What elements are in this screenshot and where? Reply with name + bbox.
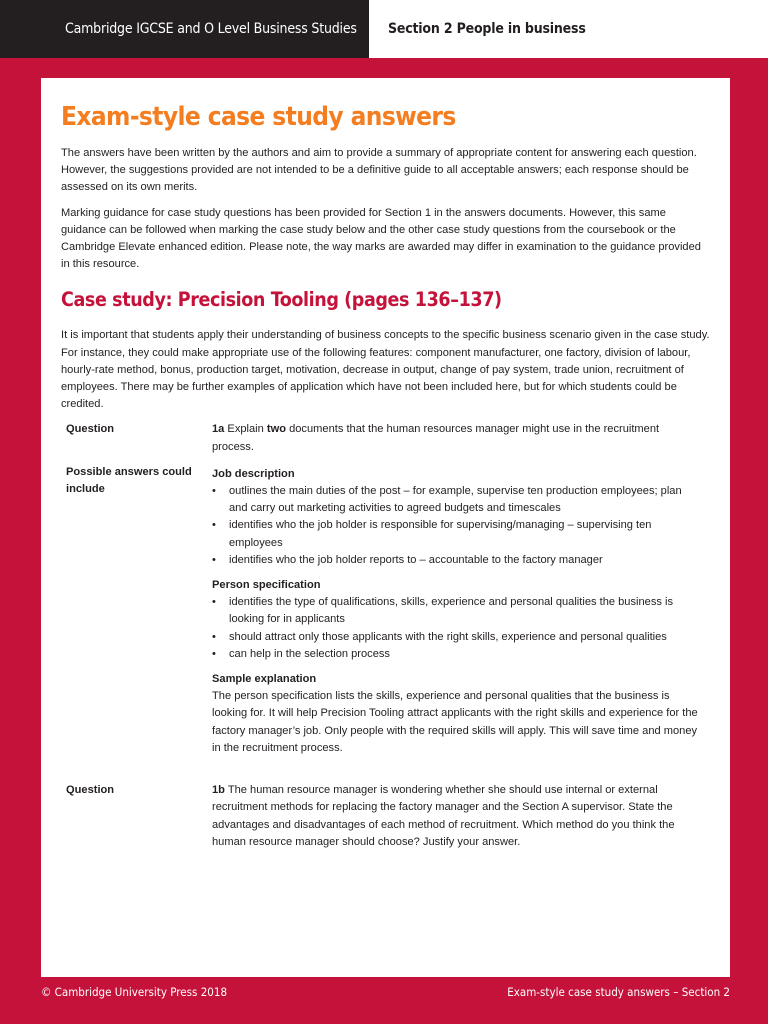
page-header xyxy=(0,0,768,58)
section-title: Section 2 People in business xyxy=(369,0,768,58)
person-specification-list xyxy=(212,594,702,663)
job-description-list xyxy=(212,483,702,569)
page-footer xyxy=(0,977,768,1024)
list-item: • can help in the selection process xyxy=(212,646,702,663)
question-1a-text xyxy=(212,421,710,455)
question-1b-row xyxy=(61,782,710,851)
page-content xyxy=(41,78,730,977)
answers-row xyxy=(61,464,710,757)
question-text: Explain xyxy=(224,423,267,436)
footer-section-label: Exam-style case study answers – Section 2 xyxy=(507,985,730,999)
case-study-heading: Case study: Precision Tooling (pages 136–137) xyxy=(61,288,502,312)
question-number: 1a xyxy=(212,423,225,436)
sample-explanation-text: The person specification lists the skills, experience and personal qualities that the business is looking for. It will help Precision Tooling attract applicants with the right skills and experience for the factory manager’s job. Only people with the required skills will apply. This will save time and money in the recruitment process. xyxy=(212,690,698,754)
question-label: Question xyxy=(66,784,115,797)
question-number: 1b xyxy=(212,784,225,797)
copyright: © Cambridge University Press 2018 xyxy=(41,985,228,999)
list-item: • identifies who the job holder reports to – accountable to the factory manager xyxy=(212,552,702,569)
person-specification-heading: Person specification xyxy=(212,579,321,592)
sample-explanation-heading: Sample explanation xyxy=(212,673,317,686)
intro-paragraph-1: The answers have been written by the authors and aim to provide a summary of appropriate content for answering each question. However, the suggestions provided are not intended to be a definitive guide to all acceptable answers; each response should be assessed on its own merits. xyxy=(61,147,697,194)
question-1a-row xyxy=(61,421,710,455)
case-study-intro: It is important that students apply their understanding of business concepts to the specific business scenario given in the case study. For instance, they could make appropriate use of the following features: component manufacturer, one factory, division of labour, hourly-rate method, bonus, production target, motivation, decrease in output, change of pay system, trade union, recruitment of employees. There may be further examples of application which have not been included here, but for which students could be credited. xyxy=(61,329,710,411)
page-title: Exam-style case study answers xyxy=(61,102,456,132)
book-title: Cambridge IGCSE and O Level Business Studies xyxy=(0,0,369,58)
list-item: • outlines the main duties of the post – for example, supervise ten production employees; plan and carry out marketing activities to agreed budgets and timescales xyxy=(212,483,702,517)
question-text: documents that the human resources manager might use in the recruitment process. xyxy=(212,423,660,453)
question-1b-text xyxy=(212,782,710,851)
answers-content xyxy=(212,464,710,757)
answers-label: Possible answers could include xyxy=(66,465,192,496)
list-item: • identifies the type of qualifications, skills, experience and personal qualities the business is looking for in applicants xyxy=(212,594,702,628)
list-item: • identifies who the job holder is responsible for supervising/managing – supervising ten employees xyxy=(212,517,702,551)
list-item: • should attract only those applicants with the right skills, experience and personal qualities xyxy=(212,629,702,646)
question-emphasis: two xyxy=(266,423,287,436)
intro-paragraph-2: Marking guidance for case study questions has been provided for Section 1 in the answers documents. However, this same guidance can be followed when marking the case study below and the other case study questions from the coursebook or the Cambridge Elevate enhanced edition. Please note, the way marks are awarded may differ in examination to the guidance provided in this resource. xyxy=(61,206,701,271)
question-text: The human resource manager is wondering whether she should use internal or external recruitment methods for replacing the factory manager and the Section A supervisor. State the advantages and disadvantages of each method of recruitment. Which method do you think the human resource manager should choose? Justify your answer. xyxy=(212,784,675,848)
job-description-heading: Job description xyxy=(212,467,295,480)
question-label: Question xyxy=(66,423,115,436)
